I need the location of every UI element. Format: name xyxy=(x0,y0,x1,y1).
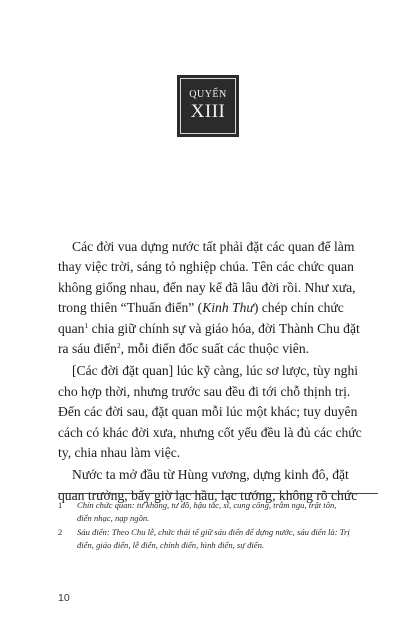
chapter-emblem xyxy=(177,75,239,137)
footnotes xyxy=(58,499,378,553)
text-line: Đến các đời sau, đặt quan mỗi lúc một khác; tuy duyên xyxy=(58,404,358,420)
text-line: Các đời vua dựng nước tất phải đặt các quan để làm xyxy=(72,239,355,254)
book-title: Kinh Thư xyxy=(202,300,254,316)
paragraph-2 xyxy=(58,361,376,463)
text-line: thay việc trời, sáng tỏ nghiệp chúa. Tên các chức quan xyxy=(58,259,354,275)
page-number: 10 xyxy=(58,592,70,604)
footnote-divider xyxy=(58,493,378,494)
footnote-line: Sáu điển: Theo Chu lễ, chức thái tể giữ sáu điển để dựng nước, sáu điển là: Trị xyxy=(77,527,350,537)
text-line: ty, chia nhau làm việc. xyxy=(58,445,181,461)
footnote-ref-2[interactable]: 2 xyxy=(116,341,121,351)
text-segment: chia giữ chính sự và giáo hóa, đời Thành Chu đặt xyxy=(88,320,360,336)
footnote-number: 2 xyxy=(58,527,63,537)
chapter-numeral: XIII xyxy=(190,101,226,122)
text-line xyxy=(58,319,376,339)
footnote-line: Chín chức quan: tư không, tư đồ, hậu tắc, sĩ, cung công, trẫm ngu, trật tôn, xyxy=(77,500,337,510)
chapter-emblem-frame xyxy=(180,78,236,134)
text-segment: trong thiên “Thuấn điển” ( xyxy=(58,300,203,316)
body-text xyxy=(58,237,376,508)
text-line: không giống nhau, đến nay kể đã lâu đời rồi. Như xưa, xyxy=(58,279,356,295)
text-line: cách có khác đời xưa, nhưng cốt yếu đều là đủ các chức xyxy=(58,424,362,440)
text-line: Nước ta mở đầu từ Hùng vương, dựng kinh đô, đặt xyxy=(72,467,349,483)
footnote-line: điển, giáo điển, lễ điển, chính điển, hình điển, sự điển. xyxy=(77,540,265,550)
text-line: cho hợp thời, nhưng trước sau đều đi tới chỗ thịnh trị. xyxy=(58,383,351,399)
text-line: quan trưởng, bấy giờ lạc hầu, lạc tướng, không rõ chức xyxy=(58,487,358,503)
footnote-ref-1[interactable]: 1 xyxy=(84,320,89,330)
text-segment: ) chép chín chức xyxy=(253,300,344,316)
text-segment: quan xyxy=(58,320,85,336)
text-segment: , mỗi điển đốc suất các thuộc viên. xyxy=(120,341,310,357)
footnote-2 xyxy=(58,526,378,552)
footnote-number: 1 xyxy=(58,500,63,510)
text-line xyxy=(58,339,376,359)
footnote-1 xyxy=(58,499,378,525)
paragraph-1 xyxy=(58,237,376,359)
footnote-line: điển nhạc, nạp ngôn. xyxy=(77,513,150,523)
text-segment: ra sáu điển xyxy=(58,341,117,357)
chapter-label: QUYỂN xyxy=(189,89,227,100)
text-line xyxy=(58,298,376,318)
text-line: [Các đời đặt quan] lúc kỹ càng, lúc sơ lược, tùy nghi xyxy=(72,363,359,379)
